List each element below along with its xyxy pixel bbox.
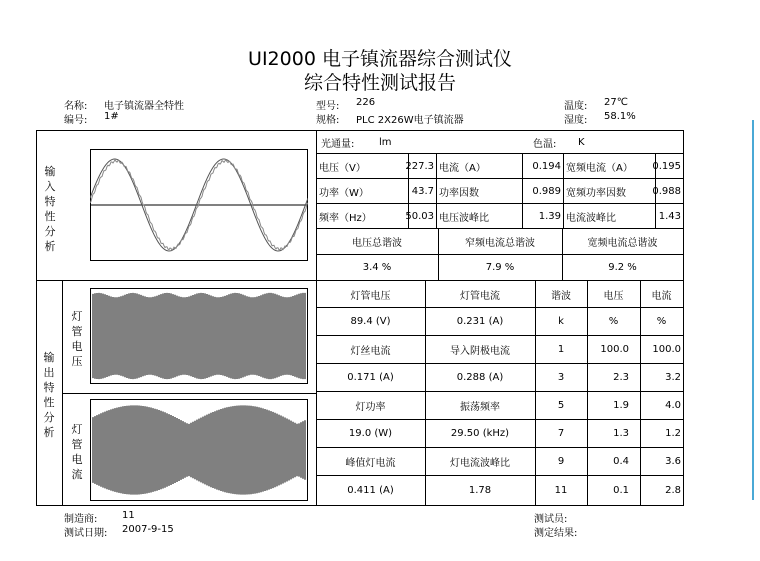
harmonic-order: 9 bbox=[557, 456, 565, 467]
harmonics-unit: k bbox=[558, 316, 564, 327]
table-cell: 0.988 bbox=[652, 185, 681, 197]
table-cell: 43.7 bbox=[411, 185, 434, 197]
temp-label: 温度: bbox=[564, 101, 588, 112]
output-section-label: 输出特性分析 bbox=[43, 351, 55, 439]
harmonics-header: 电压 bbox=[603, 290, 624, 302]
harmonic-order: 1 bbox=[557, 344, 565, 355]
report-subtitle: 综合特性测试报告 bbox=[303, 72, 456, 94]
harmonic-order: 7 bbox=[557, 428, 565, 439]
table-cell: 0.989 bbox=[532, 185, 561, 197]
name-label: 名称: bbox=[64, 101, 88, 112]
table-cell: 0.195 bbox=[652, 160, 681, 172]
param-label: 峰值灯电流 bbox=[345, 458, 396, 469]
lamp-current-trace bbox=[93, 405, 305, 494]
param-value: 0.411 (A) bbox=[347, 485, 394, 496]
lamp-voltage-label: 灯管电压 bbox=[71, 310, 83, 368]
table-cell: 1.39 bbox=[538, 210, 561, 222]
table-cell: 1.43 bbox=[658, 210, 681, 222]
no-value: 1# bbox=[104, 111, 119, 122]
param-value: 29.50 (kHz) bbox=[450, 428, 510, 439]
harmonic-current: 3.2 bbox=[665, 372, 681, 383]
param-value: 1.78 bbox=[468, 485, 492, 496]
harmonics-unit: % bbox=[608, 316, 619, 327]
spec-value: PLC 2X26W电子镇流器 bbox=[356, 115, 464, 126]
table-cell: 功率因数 bbox=[439, 187, 479, 199]
thd-value: 3.4 % bbox=[362, 262, 392, 273]
harmonics-header: 谐波 bbox=[551, 290, 571, 302]
table-cell: 50.03 bbox=[405, 210, 434, 222]
date-value: 2007-9-15 bbox=[122, 524, 174, 535]
param-value: 0.171 (A) bbox=[347, 372, 394, 383]
lamp-current-label: 灯管电流 bbox=[71, 423, 83, 481]
lamp-voltage-plot bbox=[90, 288, 308, 384]
harmonic-order: 5 bbox=[557, 400, 565, 411]
table-cell: 227.3 bbox=[405, 160, 434, 172]
model-label: 型号: bbox=[316, 101, 340, 112]
tester-label: 测试员: bbox=[534, 514, 568, 525]
table-cell: 电流波峰比 bbox=[566, 212, 616, 224]
param-label: 灯丝电流 bbox=[350, 346, 391, 357]
param-label: 灯电流波峰比 bbox=[450, 458, 510, 469]
harmonic-voltage: 0.1 bbox=[613, 485, 629, 496]
table-cell: 频率（Hz） bbox=[319, 212, 372, 224]
hum-value: 58.1% bbox=[604, 111, 636, 122]
param-label: 灯管电压 bbox=[350, 290, 391, 302]
no-label: 编号: bbox=[64, 115, 88, 126]
table-cell: 电压波峰比 bbox=[439, 212, 489, 224]
harmonic-current: 2.8 bbox=[665, 485, 681, 496]
thd-value: 9.2 % bbox=[608, 262, 637, 273]
temp-value: 27℃ bbox=[604, 97, 628, 108]
harmonic-order: 11 bbox=[554, 485, 568, 496]
input-section-label: 输入特性分析 bbox=[44, 165, 56, 253]
date-label: 测试日期: bbox=[64, 528, 108, 539]
harmonic-voltage: 0.4 bbox=[613, 456, 629, 467]
color-temp-label: 色温: bbox=[533, 138, 557, 150]
color-temp-unit: K bbox=[578, 136, 585, 148]
harmonic-voltage: 1.3 bbox=[613, 428, 629, 439]
lamp-current-plot bbox=[90, 399, 308, 501]
table-cell: 宽频功率因数 bbox=[566, 187, 626, 199]
thd-header: 窄频电流总谐波 bbox=[465, 238, 535, 249]
lamp-voltage-trace bbox=[93, 293, 305, 379]
maker-label: 制造商: bbox=[64, 514, 98, 525]
harmonic-voltage: 2.3 bbox=[613, 372, 629, 383]
harmonic-order: 3 bbox=[557, 372, 565, 383]
param-value: 19.0 (W) bbox=[348, 428, 393, 439]
param-label: 灯功率 bbox=[355, 402, 386, 413]
spec-label: 规格: bbox=[316, 115, 340, 126]
harmonics-header: 电流 bbox=[651, 290, 672, 302]
thd-value: 7.9 % bbox=[485, 262, 515, 273]
hum-label: 湿度: bbox=[564, 115, 588, 126]
table-cell: 电流（A） bbox=[439, 162, 486, 174]
harmonic-current: 1.2 bbox=[665, 428, 681, 439]
table-cell: 电压（V） bbox=[319, 162, 366, 174]
maker-value: 11 bbox=[122, 510, 135, 521]
harmonic-current: 3.6 bbox=[665, 456, 681, 467]
param-label: 振荡频率 bbox=[460, 402, 500, 413]
param-value: 0.288 (A) bbox=[456, 372, 504, 383]
harmonic-voltage: 100.0 bbox=[600, 344, 629, 355]
thd-header: 宽频电流总谐波 bbox=[587, 238, 658, 249]
param-value: 0.231 (A) bbox=[456, 316, 504, 327]
param-label: 导入阴极电流 bbox=[450, 346, 510, 357]
param-value: 89.4 (V) bbox=[350, 316, 391, 327]
param-label: 灯管电流 bbox=[460, 290, 500, 302]
harmonic-current: 100.0 bbox=[652, 344, 681, 355]
table-cell: 0.194 bbox=[532, 160, 561, 172]
harmonic-voltage: 1.9 bbox=[613, 400, 629, 411]
report-title: UI2000 电子镇流器综合测试仪 bbox=[248, 48, 512, 70]
flux-unit: lm bbox=[379, 136, 392, 148]
harmonic-current: 4.0 bbox=[665, 400, 681, 411]
input-waveform-plot bbox=[90, 149, 308, 261]
table-cell: 宽频电流（A） bbox=[566, 162, 633, 174]
result-label: 测定结果: bbox=[534, 528, 578, 539]
model-value: 226 bbox=[356, 97, 376, 108]
thd-header: 电压总谐波 bbox=[352, 238, 402, 249]
table-cell: 功率（W） bbox=[319, 187, 369, 199]
harmonics-unit: % bbox=[656, 316, 667, 327]
flux-label: 光通量: bbox=[321, 138, 355, 150]
page-edge-marker bbox=[752, 120, 754, 500]
name-value: 电子镇流器全特性 bbox=[104, 101, 184, 112]
